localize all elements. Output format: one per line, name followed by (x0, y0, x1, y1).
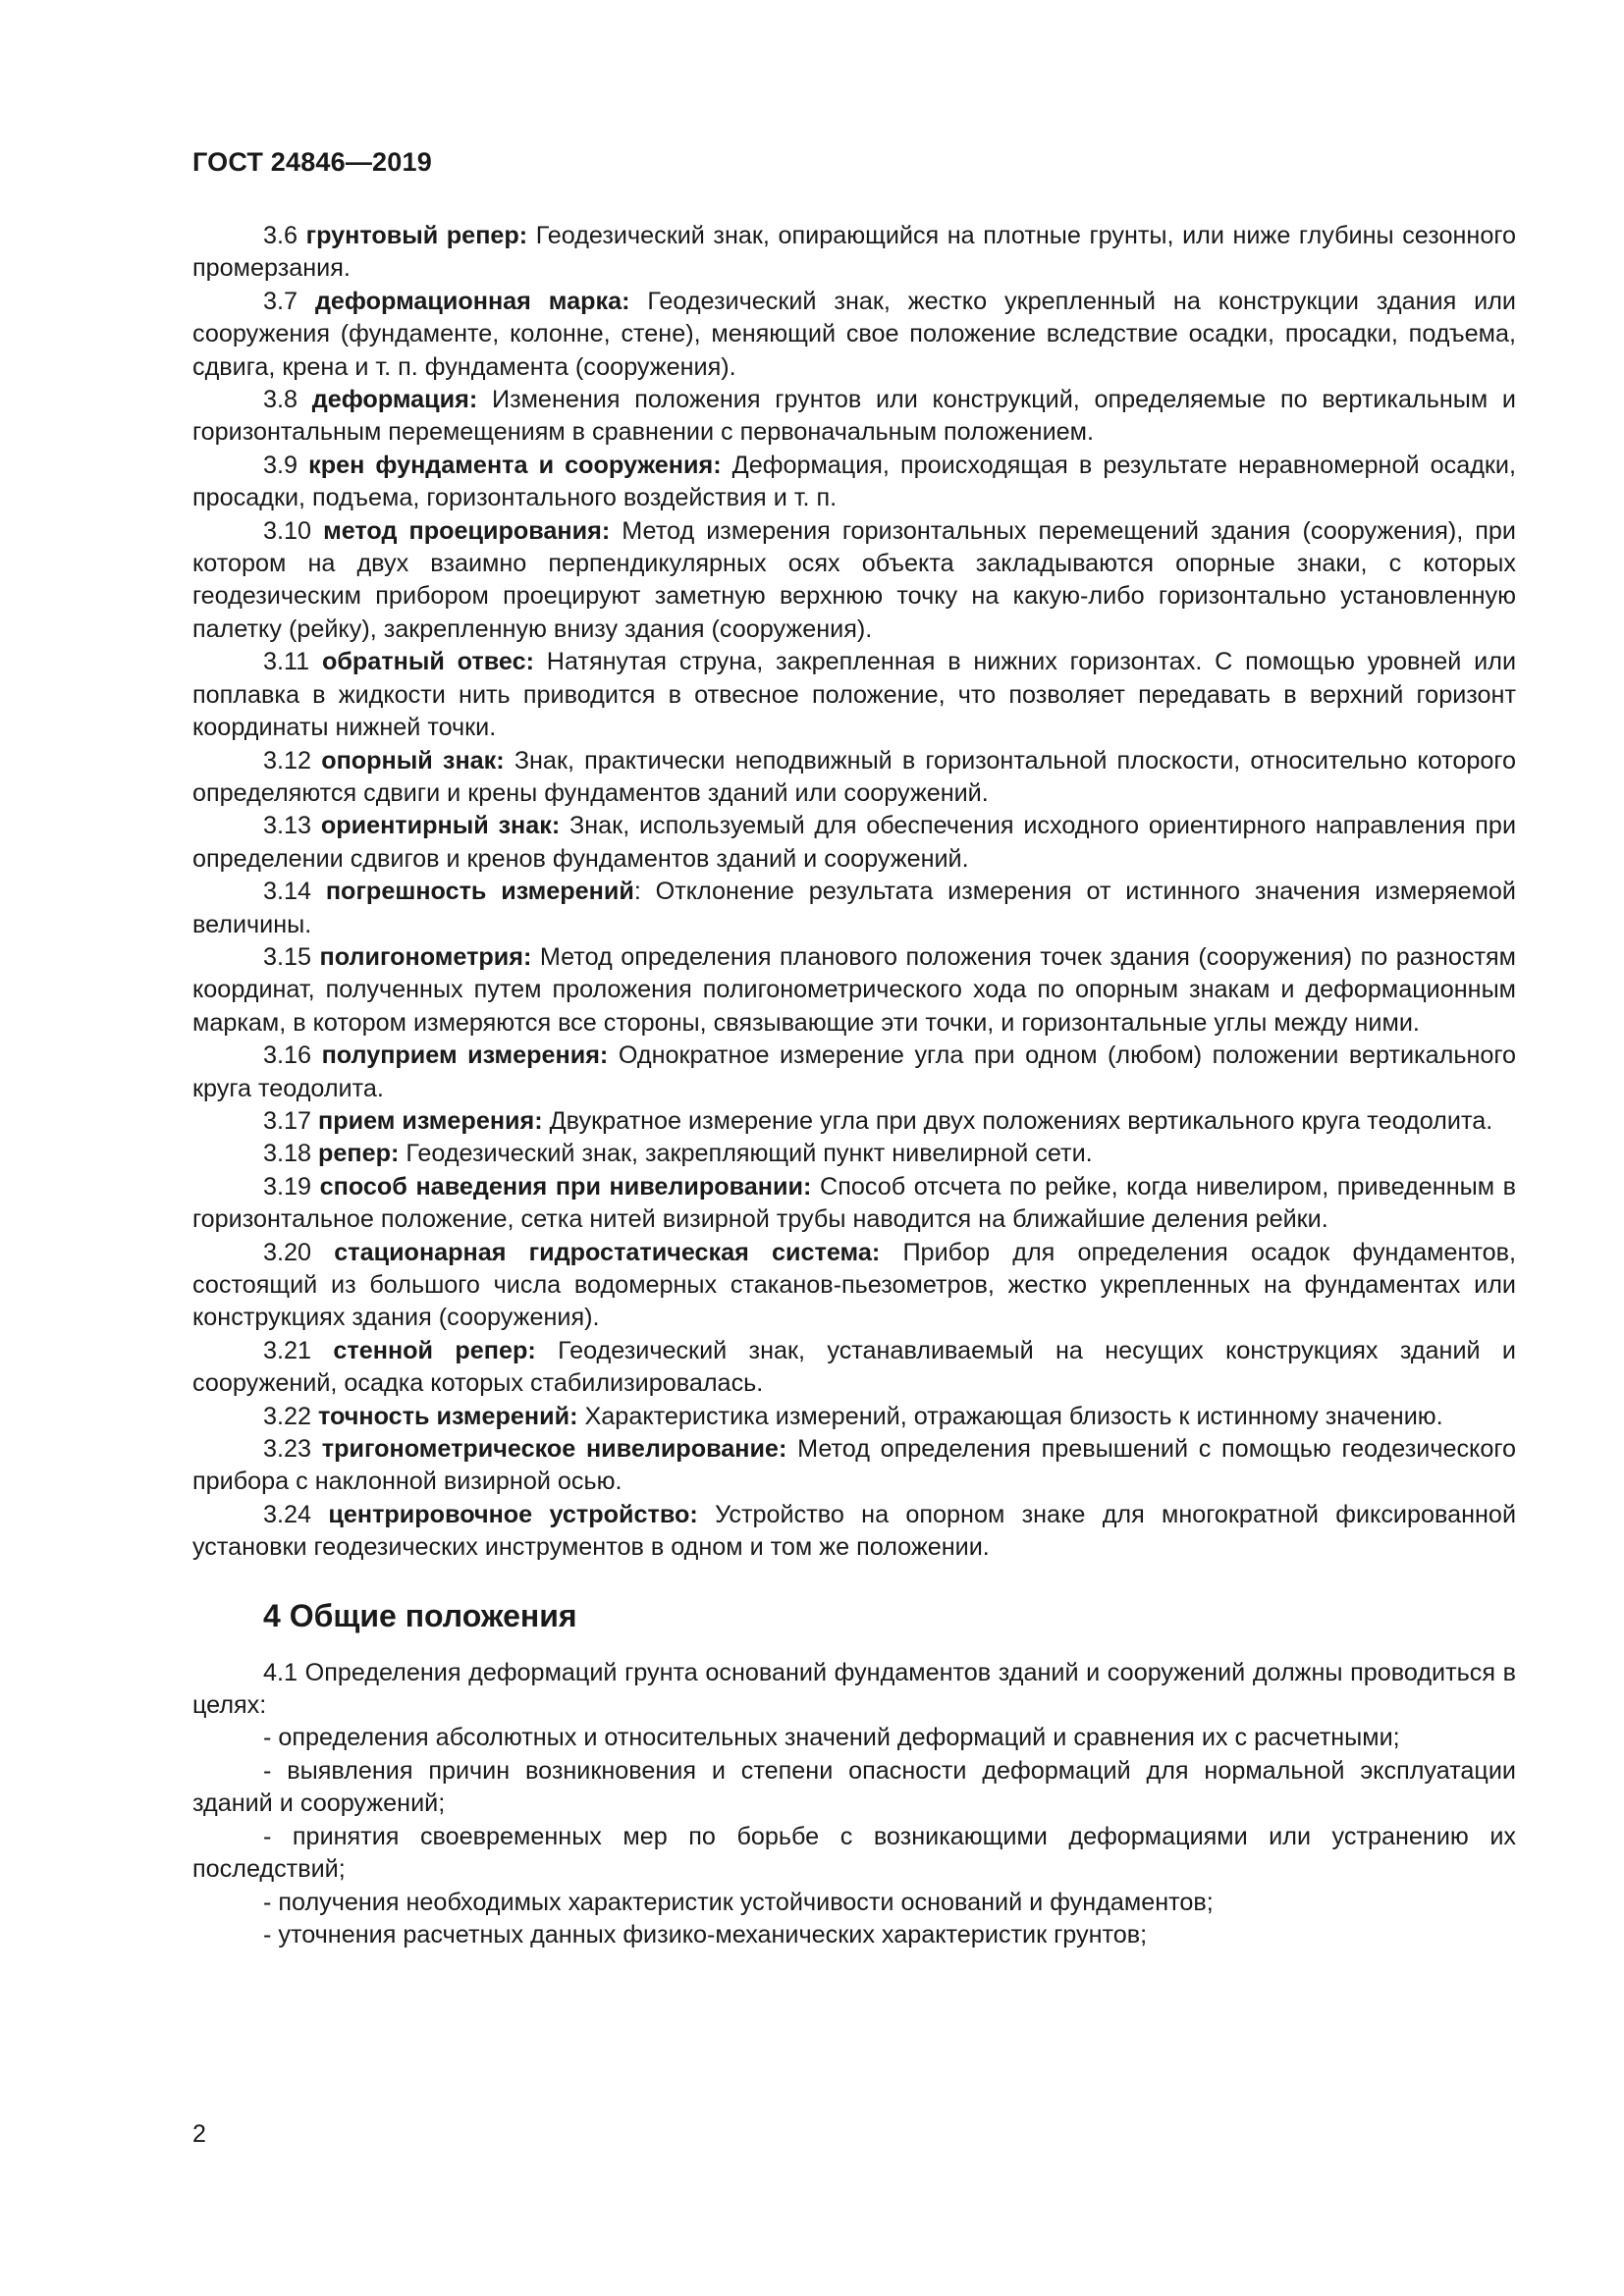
term-3-6: 3.6 грунтовый репер: Геодезический знак, опирающийся на плотные грунты, или ниже глубины сезонного промерзания. (192, 222, 1516, 283)
term-3-14: 3.14 погрешность измерений: Отклонение результата измерения от истинного значения измеряемой величины. (192, 878, 1516, 938)
term-3-19: 3.19 способ наведения при нивелировании: Способ отсчета по рейке, когда нивелиром, приведенным в горизонтальное положение, сетка нитей визирной трубы наводится на ближайшие деления рейки. (192, 1172, 1517, 1234)
list-item: - получения необходимых характеристик устойчивости оснований и фундаментов; (263, 1888, 1214, 1916)
term-3-7: 3.7 деформационная марка: Геодезический знак, жестко укрепленный на конструкции здания или сооружения (фундаменте, колонне, стене), меняющий свое положение вследствие осадки, просадки, подъема, сдвига, крена и т. п. фундамента (сооружения). (192, 287, 1516, 381)
list-item: - определения абсолютных и относительных значений деформаций и сравнения их с расчетными; (263, 1724, 1400, 1752)
term-3-23: 3.23 тригонометрическое нивелирование: Метод определения превышений с помощью геодезического прибора с наклонной визирной осью. (192, 1435, 1517, 1496)
term-3-20: 3.20 стационарная гидростатическая система: Прибор для определения осадок фундаментов, состоящий из большого числа водомерных стаканов-пьезометров, жестко укрепленных на фундаментах или конструкциях здания (сооружения). (192, 1238, 1517, 1332)
term-3-17: 3.17 прием измерения: Двукратное измерение угла при двух положениях вертикального круга теодолита. (263, 1106, 1493, 1135)
list-item: - уточнения расчетных данных физико-механических характеристик грунтов; (263, 1920, 1148, 1949)
term-3-12: 3.12 опорный знак: Знак, практически неподвижный в горизонтальной плоскости, относительно которого определяются сдвиги и крены фундаментов зданий или сооружений. (192, 746, 1516, 807)
term-3-24: 3.24 центрировочное устройство: Устройство на опорном знаке для многократной фиксированной установки геодезических инструментов в одном и том же положении. (192, 1500, 1517, 1562)
term-3-11: 3.11 обратный отвес: Натянутая струна, закрепленная в нижних горизонтах. С помощью уровней или поплавка в жидкости нить приводится в отвесное положение, что позволяет передавать в верхний горизонт координаты нижней точки. (192, 648, 1517, 742)
section-4-heading: 4 Общие положения (263, 1597, 577, 1633)
document-body (192, 220, 1516, 1951)
list-item: - принятия своевременных мер по борьбе с возникающими деформациями или устранению их последствий; (192, 1822, 1516, 1884)
term-3-13: 3.13 ориентирный знак: Знак, используемый для обеспечения исходного ориентирного направления при определении сдвигов и кренов фундаментов зданий и сооружений. (192, 812, 1517, 873)
term-3-16: 3.16 полуприем измерения: Однократное измерение угла при одном (любом) положении вертикального круга теодолита. (192, 1041, 1517, 1102)
term-3-10: 3.10 метод проецирования: Метод измерения горизонтальных перемещений здания (сооружения), при котором на двух взаимно перпендикулярных осях объекта закладываются опорные знаки, с которых геодезическим прибором проецируют заметную верхнюю точку на какую-либо горизонтально установленную палетку (рейку), закрепленную внизу здания (сооружения). (192, 516, 1517, 643)
list-item: - выявления причин возникновения и степени опасности деформаций для нормальной эксплуатации зданий и сооружений; (192, 1756, 1516, 1818)
term-3-22: 3.22 точность измерений: Характеристика измерений, отражающая близость к истинному значению. (263, 1402, 1443, 1430)
page-number: 2 (192, 2120, 206, 2148)
term-3-9: 3.9 крен фундамента и сооружения: Деформация, происходящая в результате неравномерной осадки, просадки, подъема, горизонтального воздействия и т. п. (192, 451, 1516, 512)
clause-4-1-intro: 4.1 Определения деформаций грунта оснований фундаментов зданий и сооружений должны проводиться в целях: (192, 1658, 1516, 1720)
term-3-15: 3.15 полигонометрия: Метод определения планового положения точек здания (сооружения) по разностям координат, полученных путем проложения полигонометрического хода по опорным знакам и деформационным маркам, в котором измеряются все стороны, связывающие эти точки, и горизонтальные углы между ними. (192, 942, 1516, 1037)
term-3-18: 3.18 репер: Геодезический знак, закрепляющий пункт нивелирной сети. (263, 1140, 1093, 1168)
term-3-21: 3.21 стенной репер: Геодезический знак, устанавливаемый на несущих конструкциях зданий и сооружений, осадка которых стабилизировалась. (192, 1336, 1517, 1398)
term-3-8: 3.8 деформация: Изменения положения грунтов или конструкций, определяемые по вертикальным и горизонтальным перемещениям в сравнении с первоначальным положением. (192, 386, 1516, 447)
document-header: ГОСТ 24846—2019 (192, 147, 432, 177)
